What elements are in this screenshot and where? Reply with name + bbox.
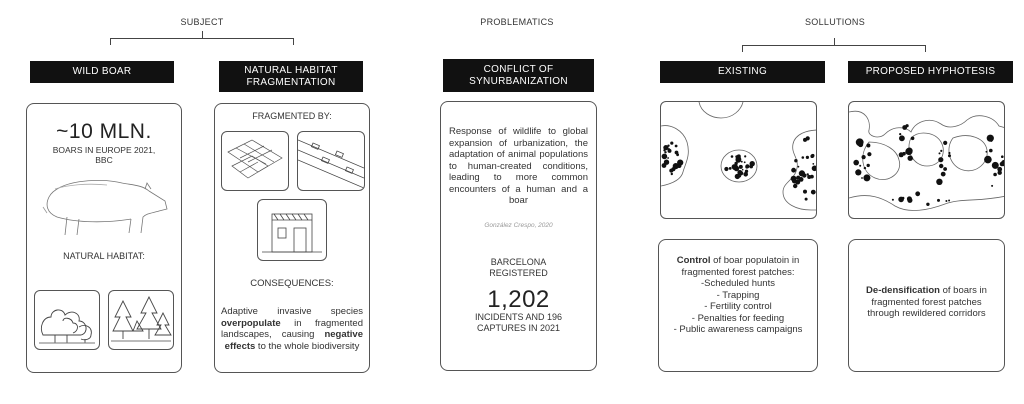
boar-dot	[803, 190, 807, 194]
negative-effects-emphasis: negative effects	[224, 329, 363, 352]
boar-dot	[926, 203, 929, 206]
consequences-label: CONSEQUENCES:	[250, 278, 334, 289]
boar-dot	[940, 150, 942, 152]
boar-dot	[939, 152, 941, 154]
boar-dot	[735, 155, 738, 158]
boar-dot	[737, 170, 742, 175]
fragmented-by-label: FRAGMENTED BY:	[252, 111, 332, 121]
header-conflict: CONFLICT OF SYNURBANIZATION	[443, 59, 594, 92]
boar-dot	[662, 163, 667, 168]
roads-sketch	[297, 131, 365, 191]
boar-dot	[992, 162, 999, 169]
existing-measures-list	[659, 278, 817, 336]
boar-dot	[899, 133, 901, 135]
boar-dot	[948, 154, 951, 157]
boar-dot	[729, 167, 732, 170]
header-habitat-fragmentation: NATURAL HABITAT FRAGMENTATION	[219, 61, 363, 92]
conflict-description: Response of wildlife to global expansion of urbanization, the adaptation of animal populations to human-created conditions, leading to more common encounters of a human and a boar	[449, 126, 588, 206]
boar-dot	[993, 173, 997, 177]
boar-dot	[664, 151, 666, 153]
proposed-diagram	[848, 101, 1005, 219]
boar-dot	[907, 196, 912, 201]
boar-count: ~10 MLN.	[56, 120, 152, 143]
boar-dot	[989, 149, 993, 153]
existing-card	[658, 239, 818, 372]
conflict-card	[440, 101, 597, 371]
boar-dot	[863, 174, 870, 181]
boar-dot	[991, 185, 993, 187]
boar-dot	[668, 148, 671, 151]
boar-dot	[987, 135, 994, 142]
proposed-text: De-densification of boars in fragmented forest patches through rewildered corridors	[866, 285, 987, 319]
boar-dot	[937, 199, 940, 202]
boar-dot	[814, 167, 816, 169]
boar-dot	[734, 162, 737, 165]
boar-dot	[667, 157, 669, 159]
boar-dot	[670, 142, 673, 145]
boar-dot	[792, 179, 797, 184]
boar-dot	[943, 141, 947, 145]
bushes-sketch	[34, 290, 100, 350]
boar-dot	[866, 144, 870, 148]
barcelona-label: BARCELONA REGISTERED	[489, 257, 548, 278]
boar-dot	[675, 151, 679, 155]
boar-dot	[799, 170, 805, 176]
conflict-citation: González Crespo, 2020	[484, 222, 553, 229]
forest-sketch	[108, 290, 174, 350]
list-item: - Penalties for feeding	[691, 312, 785, 324]
consequences-text: Adaptive invasive species overpopulate in fragmented landscapes, causing negative effects to the whole biodiversity	[221, 306, 363, 352]
boar-dot	[948, 200, 950, 202]
boar-dot	[734, 166, 739, 171]
boar-dot	[855, 169, 861, 175]
boar-dot	[749, 165, 753, 169]
building-sketch	[257, 199, 327, 261]
boar-dot	[662, 154, 668, 160]
boar-dot	[902, 197, 905, 200]
habitat-label: NATURAL HABITAT:	[63, 251, 145, 261]
existing-diagram	[660, 101, 817, 219]
boar-dot	[805, 198, 808, 201]
overpopulate-emphasis: overpopulate	[221, 317, 281, 329]
proposed-card	[848, 239, 1005, 372]
header-wild-boar: WILD BOAR	[30, 61, 174, 83]
boar-dot	[807, 175, 811, 179]
boar-dot	[793, 184, 797, 188]
list-item: - Trapping	[716, 289, 760, 301]
boar-dot	[803, 138, 807, 142]
section-title-solutions: SOLLUTIONS	[804, 17, 865, 27]
boar-dot	[798, 166, 800, 168]
boar-dot	[911, 137, 915, 141]
boar-dot	[802, 156, 805, 159]
boar-dot	[936, 179, 942, 185]
section-title-subject: SUBJECT	[180, 17, 224, 27]
boar-dot	[671, 167, 675, 171]
boar-dot	[811, 154, 814, 157]
de-densification-emphasis: De-densification	[866, 285, 940, 296]
boar-dot	[678, 165, 681, 168]
boar-dot	[948, 152, 950, 154]
fields-sketch	[221, 131, 289, 191]
boar-dot	[791, 168, 796, 173]
header-existing: EXISTING	[660, 61, 825, 83]
boar-dot	[938, 157, 943, 162]
fragmentation-card	[214, 103, 370, 373]
boar-dot	[853, 160, 859, 166]
boar-dot	[861, 177, 863, 179]
boar-dot	[744, 155, 746, 157]
boar-count-caption: BOARS IN EUROPE 2021, BBC	[52, 145, 156, 165]
boar-dot	[908, 156, 913, 161]
list-item: -Scheduled hunts	[701, 278, 775, 289]
boar-dot	[867, 152, 871, 156]
boar-dot	[905, 148, 912, 155]
incidents-caption: INCIDENTS AND 196 CAPTURES IN 2021	[474, 312, 563, 333]
boar-dot	[739, 165, 743, 169]
boar-dot	[892, 199, 894, 201]
boar-dot	[915, 191, 920, 196]
boar-dot	[862, 155, 866, 159]
boar-dot	[859, 165, 861, 167]
boar-dot	[745, 170, 748, 173]
boar-dot	[991, 140, 993, 142]
boar-dot	[986, 151, 988, 153]
boar-dot	[742, 169, 744, 171]
section-title-problematics: PROBLEMATICS	[480, 17, 554, 27]
boar-dot	[899, 135, 905, 141]
boar-dot	[945, 200, 947, 202]
boar-illustration	[27, 167, 181, 247]
boar-dot	[671, 173, 673, 175]
boar-dot	[864, 167, 866, 169]
boar-dot	[794, 159, 797, 162]
list-item: - Fertility control	[704, 301, 772, 312]
control-emphasis: Control	[676, 255, 711, 266]
boar-dot	[744, 161, 746, 163]
boar-dot	[899, 152, 904, 157]
boar-dot	[856, 138, 864, 146]
boar-dot	[731, 155, 734, 158]
boar-dot	[943, 167, 947, 171]
solutions-bracket-stem	[834, 38, 835, 45]
boar-dot	[745, 164, 749, 168]
boar-dot	[799, 177, 804, 182]
boar-dot	[806, 156, 809, 159]
boar-dot	[939, 164, 943, 168]
boar-dot	[812, 163, 814, 165]
incidents-number: 1,202	[487, 286, 550, 313]
boar-dot	[941, 172, 946, 177]
header-proposed: PROPOSED HYPHOTESIS	[848, 61, 1013, 83]
solutions-bracket	[742, 45, 926, 52]
boar-dot	[675, 145, 678, 148]
boar-dot	[984, 156, 992, 164]
boar-dot	[867, 164, 870, 167]
existing-text: Control of boar populatoin in fragmented forest patches:	[676, 255, 800, 278]
subject-bracket-stem	[202, 31, 203, 38]
boar-dot	[997, 167, 1002, 172]
boar-dot	[724, 167, 728, 171]
boar-dot	[902, 125, 907, 130]
list-item: - Public awareness campaigns	[673, 324, 803, 335]
subject-bracket	[110, 38, 294, 45]
boar-dot	[741, 161, 743, 163]
wild-boar-card	[26, 103, 182, 373]
boar-dot	[811, 190, 816, 195]
boar-dot	[1001, 155, 1004, 158]
